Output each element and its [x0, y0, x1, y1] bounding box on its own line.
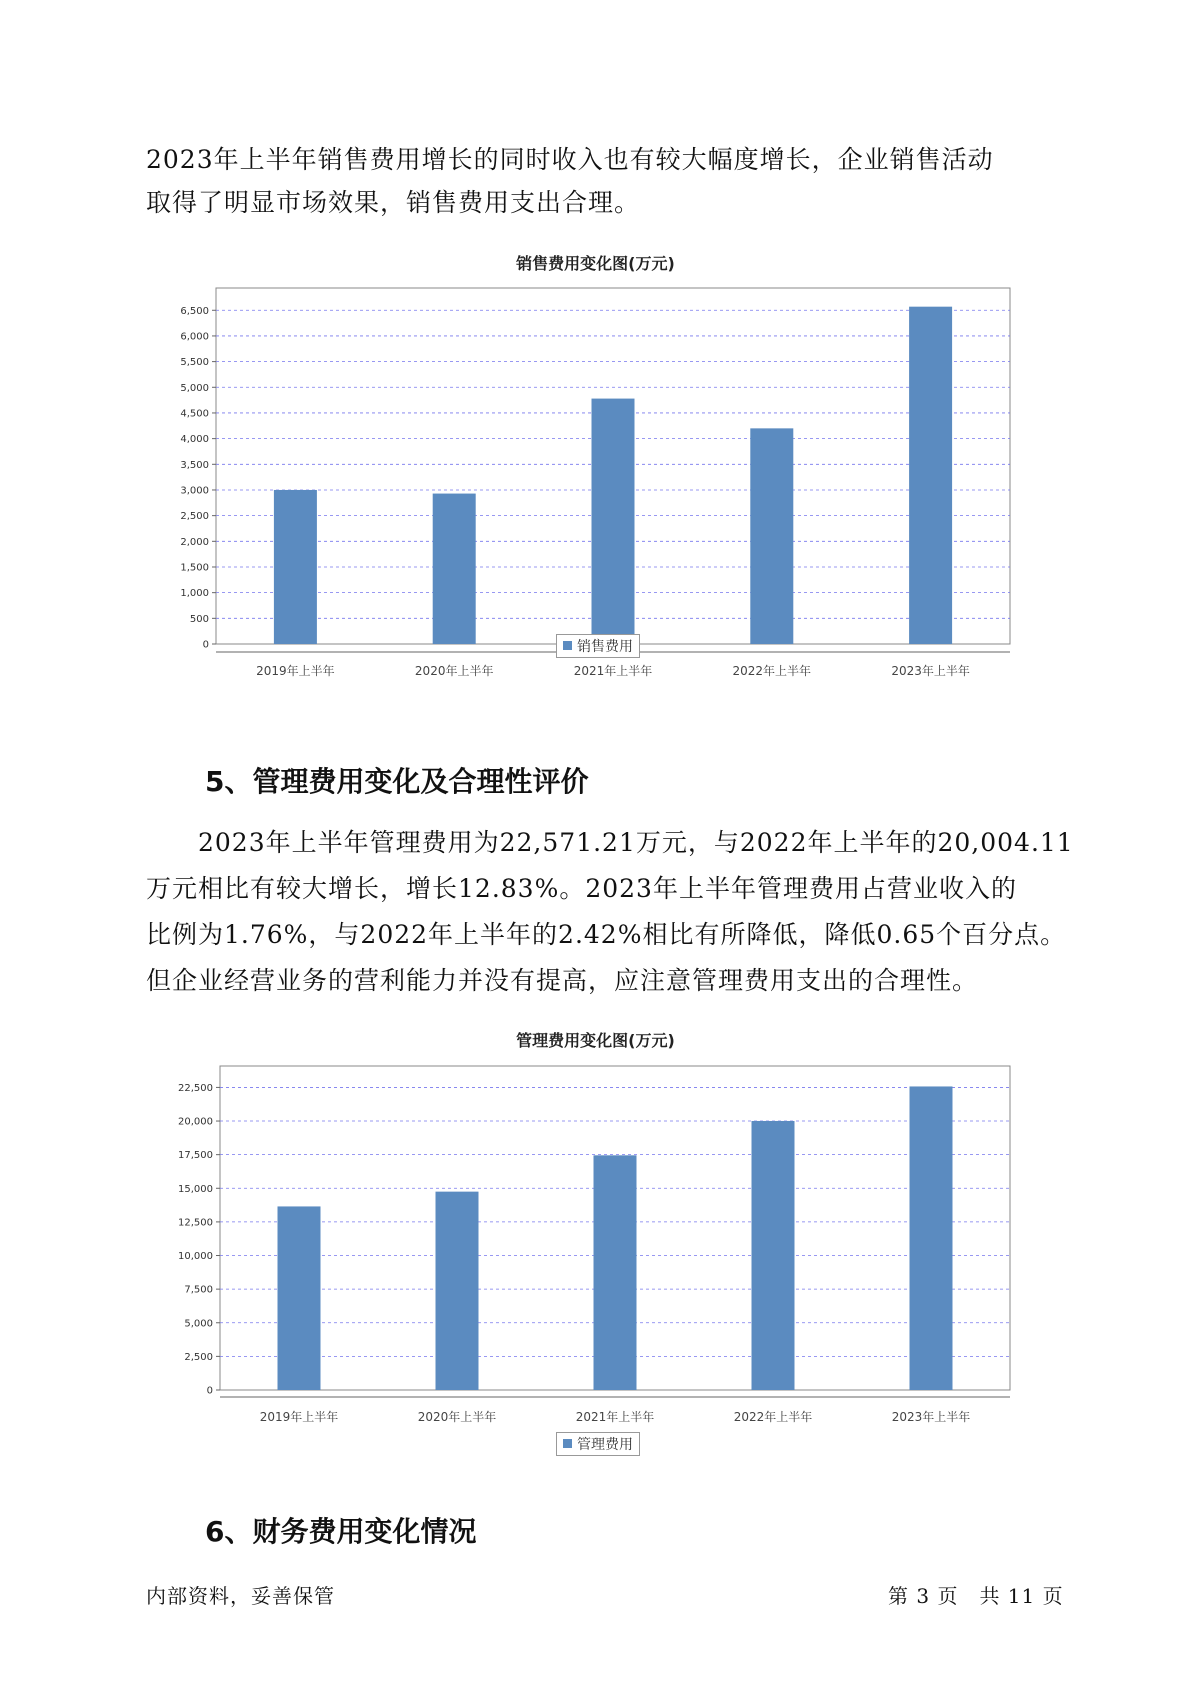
legend-label: 管理费用	[577, 1437, 633, 1453]
chart-title: 管理费用变化图(万元)	[516, 1031, 675, 1050]
section-5-line-1: 2023年上半年管理费用为22,571.21万元，与2022年上半年的20,004.11	[146, 828, 1074, 857]
y-tick-label: 22,500	[178, 1082, 213, 1094]
intro-paragraph-line-1: 2023年上半年销售费用增长的同时收入也有较大幅度增长，企业销售活动	[146, 145, 994, 174]
x-category-label: 2021年上半年	[573, 664, 653, 678]
y-tick-label: 2,000	[180, 536, 209, 548]
y-tick-label: 1,500	[180, 562, 209, 574]
y-tick-label: 17,500	[178, 1150, 213, 1162]
chart-legend	[556, 1432, 640, 1456]
y-tick-label: 6,500	[180, 305, 209, 317]
sales-expense-chart	[0, 248, 1191, 678]
y-tick-label: 1,000	[180, 588, 209, 600]
y-tick-label: 500	[189, 613, 209, 625]
bar	[752, 1121, 795, 1390]
y-tick-label: 7,500	[184, 1284, 213, 1296]
x-category-label: 2020年上半年	[417, 1410, 497, 1424]
sales-expense-plot	[0, 248, 1191, 678]
footer-confidential-note: 内部资料，妥善保管	[146, 1584, 335, 1608]
bar	[594, 1155, 637, 1390]
bar	[274, 490, 317, 644]
y-tick-label: 6,000	[180, 331, 209, 343]
x-category-label: 2022年上半年	[733, 1410, 813, 1424]
legend-label: 销售费用	[577, 639, 633, 655]
x-category-label: 2023年上半年	[891, 664, 970, 678]
chart-legend	[556, 634, 640, 658]
y-tick-label: 4,500	[180, 408, 209, 420]
x-category-label: 2021年上半年	[575, 1410, 655, 1424]
section-6-heading: 6、财务费用变化情况	[205, 1515, 477, 1548]
x-category-label: 2023年上半年	[891, 1410, 971, 1424]
section-5-heading: 5、管理费用变化及合理性评价	[205, 765, 589, 798]
y-tick-label: 0	[202, 639, 209, 651]
bar	[433, 494, 476, 644]
x-category-label: 2019年上半年	[259, 1410, 339, 1424]
bar	[436, 1192, 479, 1390]
y-tick-label: 3,500	[180, 459, 209, 471]
bar	[278, 1206, 321, 1390]
x-category-label: 2022年上半年	[732, 664, 812, 678]
section-5-line-4: 但企业经营业务的营利能力并没有提高，应注意管理费用支出的合理性。	[146, 966, 979, 995]
legend-swatch	[563, 641, 572, 650]
chart-title: 销售费用变化图(万元)	[516, 254, 675, 273]
footer-page-number: 第 3 页 共 11 页	[888, 1584, 1064, 1608]
y-tick-label: 15,000	[178, 1183, 213, 1195]
y-tick-label: 5,000	[180, 382, 209, 394]
y-tick-label: 3,000	[180, 485, 209, 497]
y-tick-label: 2,500	[184, 1351, 213, 1363]
legend-swatch	[563, 1439, 572, 1448]
bar	[592, 399, 635, 644]
admin-expense-plot	[0, 1025, 1191, 1465]
x-category-label: 2020年上半年	[414, 664, 494, 678]
y-tick-label: 2,500	[180, 511, 209, 523]
y-tick-label: 4,000	[180, 434, 209, 446]
section-5-line-3: 比例为1.76%，与2022年上半年的2.42%相比有所降低，降低0.65个百分点。	[146, 920, 1067, 949]
y-tick-label: 5,500	[180, 357, 209, 369]
admin-expense-chart	[0, 1025, 1191, 1465]
y-tick-label: 12,500	[178, 1217, 213, 1229]
y-tick-label: 5,000	[184, 1318, 213, 1330]
bar	[909, 307, 952, 644]
bar	[910, 1086, 953, 1390]
y-tick-label: 0	[206, 1385, 213, 1397]
intro-paragraph-line-2: 取得了明显市场效果，销售费用支出合理。	[146, 188, 641, 217]
x-category-label: 2019年上半年	[256, 664, 335, 678]
y-tick-label: 10,000	[178, 1251, 213, 1263]
section-5-line-2: 万元相比有较大增长，增长12.83%。2023年上半年管理费用占营业收入的	[146, 874, 1017, 903]
y-tick-label: 20,000	[178, 1116, 213, 1128]
bar	[750, 428, 793, 644]
